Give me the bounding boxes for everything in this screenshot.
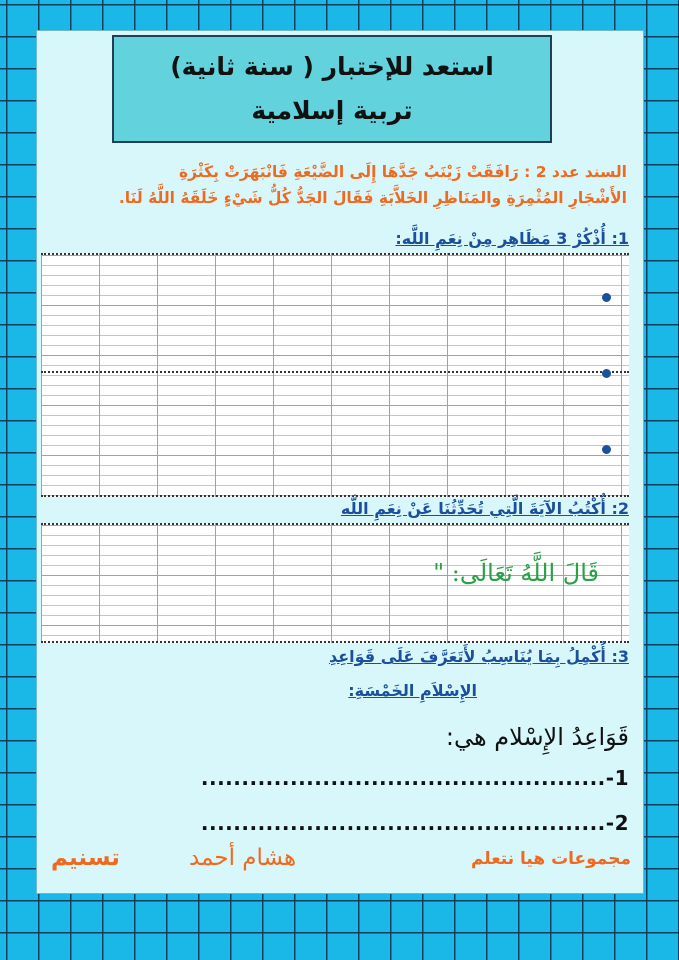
question-2-label: 2: أُكْتُبُ الآيَةَ الَّتِي تُحَدِّثُنَا عَنْ نِعَمِ اللَّه <box>340 499 629 518</box>
answer-area-1[interactable] <box>41 253 629 497</box>
footer-group-name: مجموعات هيا نتعلم <box>470 849 631 869</box>
answer-line-1[interactable]: 1-.................................................. <box>200 766 629 790</box>
worksheet-page <box>36 30 644 894</box>
sanad-line-2: الأَشْجَارِ المُثْمِرَةِ والمَنَاظِرِ الخَلاَّبَةِ فَقَالَ الجَدُّ كُلُّ شَيْءٍ خَلَقَهُ اللَّهُ لَنَا. <box>118 189 627 207</box>
bullet-icon <box>602 369 611 378</box>
bullet-icon <box>602 293 611 302</box>
title-line-1: استعد للإختبار ( سنة ثانية) <box>170 52 494 81</box>
question-3-label-line-2: الإِسْلاَمِ الخَمْسَةِ: <box>348 681 477 700</box>
sanad-text <box>53 159 627 211</box>
sanad-line-1: السند عدد 2 : رَافَقَتْ زَيْنَبُ جَدَّهَا إِلَى الضَّيْعَةِ فَانْبَهَرَتْ بِكَثْرَةِ <box>179 163 627 181</box>
question-1-label: 1: أُذْكُرْ 3 مَظَاهِر مِنْ نِعَمِ اللَّه: <box>395 229 629 248</box>
answer-area-2[interactable] <box>41 523 629 643</box>
divider-line <box>41 371 629 373</box>
title-box <box>112 35 552 143</box>
pillars-stem: قَوَاعِدُ الإِسْلام هي: <box>445 723 629 751</box>
footer-name: تسنيم <box>51 845 120 871</box>
question-3-label-line-1: 3: أُكْمِلُ بِمَا يُنَاسِبُ لأَتَعَرَّفَ عَلَى قَوَاعِدِ <box>328 647 629 666</box>
verse-prompt: قَالَ اللَّهُ تَعَالَى: " <box>433 559 599 587</box>
bullet-icon <box>602 445 611 454</box>
title-line-2: تربية إسلامية <box>251 96 413 125</box>
footer-author: هشام أحمد <box>189 845 297 871</box>
answer-line-2[interactable]: 2-.................................................. <box>200 811 629 835</box>
